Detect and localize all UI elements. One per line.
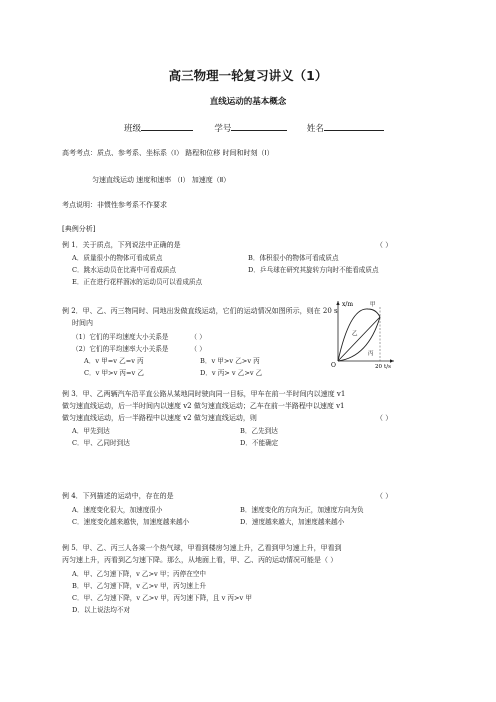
q3-line3: 做匀速直线运动，后一半路程中以速度 v2 做匀速直线运动，则 <box>62 414 257 422</box>
label-yi: 乙 <box>352 331 358 337</box>
y-axis-label: x/m <box>342 301 354 308</box>
q2-option-c: C．v 甲>v 丙=v 乙 <box>84 369 144 377</box>
q1-option-a: A．质量很小的物体可看成质点 <box>72 254 163 262</box>
exam-points-note: 考点说明：非惯性参考系不作要求 <box>62 201 167 209</box>
q5-line1: 例 5．甲、乙、丙三人各乘一个热气球，甲看到楼房匀速上升，乙看到甲匀速上升，甲看到 <box>62 544 342 552</box>
q2-option-a: A．v 甲=v 乙=v 丙 <box>84 357 144 365</box>
q2-option-b: B．v 甲>v 乙>v 丙 <box>200 357 260 365</box>
q3-line1: 例 3．甲、乙两辆汽车沿平直公路从某地同时驶向同一目标，甲车在前一半时间内以速度 v1 <box>62 390 346 398</box>
q3-option-c: C．甲、乙同时到达 <box>72 439 130 447</box>
q5-option-b: B．甲、乙匀速下降，v 乙>v 甲，丙匀速上升 <box>72 582 207 590</box>
q1-option-d: D．乒乓球在研究其旋转方向时不能看成质点 <box>248 266 379 274</box>
id-blank[interactable] <box>231 121 287 131</box>
q2-sub2 <box>72 343 206 353</box>
q5-option-a: A．甲、乙匀速下降，v 乙>v 甲；丙停在空中 <box>72 570 207 578</box>
label-jia: 甲 <box>370 302 376 308</box>
exam-points-line2: 匀速直线运动 速度和速率 （Ⅰ） 加速度（Ⅱ） <box>92 176 231 184</box>
q4-option-c: C．速度变化越来越快，加速度越来越小 <box>72 518 190 526</box>
student-info-line <box>124 121 384 134</box>
exam-points-text1: 质点、参考系、坐标系（Ⅰ） 路程和位移 时间和时刻（Ⅰ） <box>97 149 274 157</box>
class-label: 班级 <box>124 124 142 134</box>
q5-option-d: D．以上说法均不对 <box>72 606 131 614</box>
q4-option-d: D．速度越来越大，加速度越来越小 <box>240 518 345 526</box>
q3-line2: 做匀速直线运动，后一半时间内以速度 v2 做匀速直线运动；乙车在前一半路程中以速度 v1 <box>62 402 345 410</box>
x-axis-label: t/s <box>384 364 391 369</box>
class-blank[interactable] <box>141 121 193 131</box>
q3-option-b: B．乙先到达 <box>240 427 278 435</box>
q1-stem: 例 1．关于质点，下列说法中正确的是 <box>62 241 181 249</box>
curve-jia <box>338 309 380 361</box>
q2-stem-line2: 时间内 <box>72 319 93 327</box>
q2-sub2-text: （2）它们的平均速率大小关系是 <box>72 345 169 353</box>
page-subtitle: 直线运动的基本概念 <box>209 97 287 107</box>
q3-option-d: D．不能确定 <box>240 439 279 447</box>
q1-option-e: E．正在进行花样溜冰的运动员可以看成质点 <box>72 278 203 286</box>
q1-answer-paren[interactable]: （ ） <box>376 241 393 249</box>
q4-option-b: B．速度变化的方向为正，加速度方向为负 <box>240 506 364 514</box>
q2-sub2-paren[interactable]: （ ） <box>190 345 206 353</box>
q1-option-c: C．跳水运动员在比赛中可看成质点 <box>72 266 176 274</box>
y-axis-arrow <box>336 301 339 305</box>
page-title: 高三物理一轮复习讲义（1） <box>168 68 328 83</box>
q5-line2: 丙匀速上升，丙看到乙匀速下降。那么，从地面上看，甲、乙、丙的运动情况可能是（ ） <box>62 556 338 564</box>
q4-stem: 例 4．下列描述的运动中，存在的是 <box>62 492 174 500</box>
exam-points-line1 <box>62 148 274 158</box>
q2-stem-line1: 例 2．甲、乙、丙三物同时、同地出发做直线运动，它们的运动情况如图所示，则在 20 s <box>62 307 338 315</box>
name-label: 姓名 <box>306 124 324 134</box>
q2-sub1-text: （1）它们的平均速度大小关系是 <box>72 333 169 341</box>
origin-label: O <box>331 362 336 369</box>
q4-answer-paren[interactable]: （ ） <box>376 492 393 500</box>
q3-option-a: A．甲先到达 <box>72 427 110 435</box>
id-label: 学号 <box>214 124 232 134</box>
q2-option-d: D．v 丙> v 乙>v 乙 <box>200 369 263 377</box>
x-axis-arrow <box>390 359 394 362</box>
q4-option-a: A．速度变化很大，加速度很小 <box>72 506 163 514</box>
label-bing: 丙 <box>368 351 374 357</box>
q2-sub1-paren[interactable]: （ ） <box>190 333 206 341</box>
q5-option-c: C．甲、乙匀速下降，v 乙>v 甲，丙匀速下降，且 v 丙>v 甲 <box>72 594 252 602</box>
q1-option-b: B．体积很小的物体可看成质点 <box>248 254 339 262</box>
q3-answer-paren[interactable]: （ ） <box>376 414 393 422</box>
tick-20-label: 20 <box>375 364 382 369</box>
q2-sub1 <box>72 331 206 341</box>
section-label: [典例分析] <box>62 225 96 233</box>
exam-points-label: 高考考点： <box>62 149 97 157</box>
q2-xt-graph <box>328 297 398 369</box>
name-blank[interactable] <box>324 121 384 131</box>
